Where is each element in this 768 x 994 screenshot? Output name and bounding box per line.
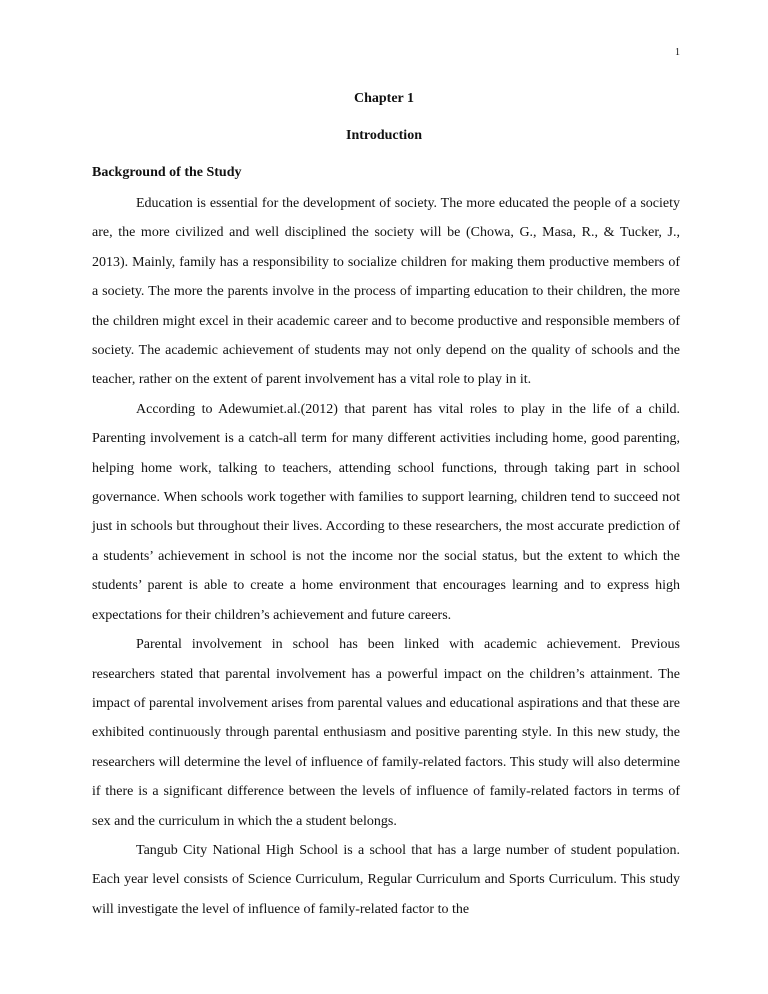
paragraph-2: According to Adewumiet.al.(2012) that parent has vital roles to play in the life of a child. Parenting involvement is a catch-all term for many different activities including home, good parenting, helping home work, talking to teachers, attending school functions, through taking part in school governance. When schools work together with families to support learning, children tend to succeed not just in schools but throughout their lives. According to these researchers, the most accurate prediction of a students’ achievement in school is not the income nor the social status, but the extent to which the students’ parent is able to create a home environment that encourages learning and to express high expectations for their children’s achievement and future careers. bbox=[92, 401, 680, 623]
body-text bbox=[92, 189, 680, 924]
chapter-label-text: Chapter 1 bbox=[353, 91, 415, 106]
paragraph-1: Education is essential for the development of society. The more educated the people of a society are, the more civilized and well disciplined the society will be (Chowa, G., Masa, R., & Tucker, J., 2013). Mainly, family has a responsibility to socialize children for making them productive members of a society. The more the parents involve in the process of imparting education to their children, the more the children might excel in their academic career and to become productive and responsible members of society. The academic achievement of students may not only depend on the quality of schools and the teacher, rather on the extent of parent involvement has a vital role to play in it. bbox=[92, 196, 680, 388]
paragraph-4: Tangub City National High School is a school that has a large number of student population. Each year level consists of Science Curriculum, Regular Curriculum and Sports Curriculum. This study will investigate the level of influence of family-related factor to the bbox=[92, 842, 680, 917]
chapter-title bbox=[0, 126, 768, 146]
chapter-label bbox=[0, 89, 768, 109]
chapter-title-text: Introduction bbox=[346, 128, 422, 143]
page-number: 1 bbox=[675, 47, 680, 58]
section-heading: Background of the Study bbox=[92, 165, 242, 180]
paragraph-3: Parental involvement in school has been linked with academic achievement. Previous researchers stated that parental involvement has a powerful impact on the children’s attainment. The impact of parental involvement arises from parental values and educational aspirations and that these are exhibited continuously through parental enthusiasm and positive parenting style. In this new study, the researchers will determine the level of influence of family-related factors. This study will also determine if there is a significant difference between the levels of influence of family-related factors in terms of sex and the curriculum in which the a student belongs. bbox=[92, 637, 680, 829]
